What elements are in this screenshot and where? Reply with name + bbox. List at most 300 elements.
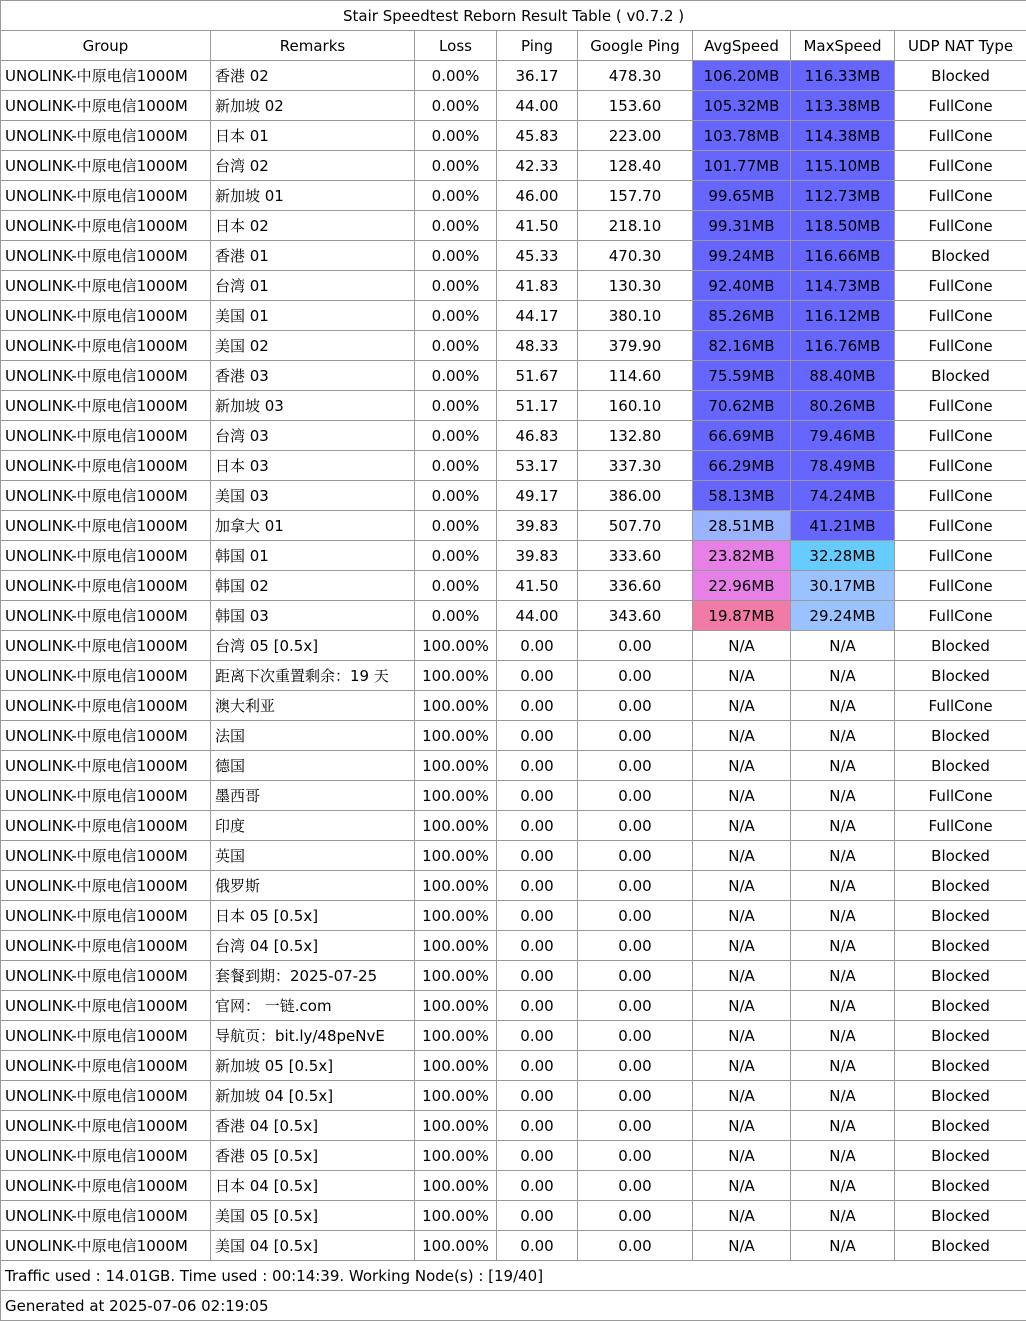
cell-google-ping: 507.70 xyxy=(578,511,693,541)
cell-avg-speed: N/A xyxy=(693,991,791,1021)
cell-google-ping: 0.00 xyxy=(578,1051,693,1081)
cell-avg-speed: 103.78MB xyxy=(693,121,791,151)
cell-max-speed: N/A xyxy=(791,871,895,901)
cell-max-speed: N/A xyxy=(791,811,895,841)
cell-max-speed: N/A xyxy=(791,661,895,691)
cell-group: UNOLINK-中原电信1000M xyxy=(1,91,211,121)
table-row xyxy=(1,421,1026,451)
cell-group: UNOLINK-中原电信1000M xyxy=(1,1051,211,1081)
cell-max-speed: 79.46MB xyxy=(791,421,895,451)
cell-group: UNOLINK-中原电信1000M xyxy=(1,721,211,751)
cell-remarks: 台湾 05 [0.5x] xyxy=(211,631,415,661)
cell-loss: 0.00% xyxy=(415,451,497,481)
cell-remarks: 套餐到期：2025-07-25 xyxy=(211,961,415,991)
cell-loss: 100.00% xyxy=(415,1231,497,1261)
cell-max-speed: 88.40MB xyxy=(791,361,895,391)
cell-udp-nat-type: Blocked xyxy=(895,631,1026,661)
cell-udp-nat-type: Blocked xyxy=(895,871,1026,901)
cell-ping: 36.17 xyxy=(497,61,578,91)
cell-google-ping: 0.00 xyxy=(578,1081,693,1111)
cell-avg-speed: N/A xyxy=(693,721,791,751)
table-row xyxy=(1,361,1026,391)
cell-ping: 0.00 xyxy=(497,631,578,661)
cell-google-ping: 333.60 xyxy=(578,541,693,571)
cell-udp-nat-type: Blocked xyxy=(895,991,1026,1021)
cell-udp-nat-type: FullCone xyxy=(895,421,1026,451)
cell-udp-nat-type: Blocked xyxy=(895,751,1026,781)
cell-loss: 0.00% xyxy=(415,391,497,421)
cell-avg-speed: N/A xyxy=(693,1111,791,1141)
cell-loss: 100.00% xyxy=(415,901,497,931)
cell-remarks: 新加坡 01 xyxy=(211,181,415,211)
cell-remarks: 日本 05 [0.5x] xyxy=(211,901,415,931)
cell-avg-speed: 99.31MB xyxy=(693,211,791,241)
cell-avg-speed: 85.26MB xyxy=(693,301,791,331)
cell-ping: 41.50 xyxy=(497,211,578,241)
cell-google-ping: 0.00 xyxy=(578,1141,693,1171)
cell-loss: 100.00% xyxy=(415,781,497,811)
cell-loss: 0.00% xyxy=(415,151,497,181)
cell-group: UNOLINK-中原电信1000M xyxy=(1,361,211,391)
table-row xyxy=(1,211,1026,241)
cell-remarks: 新加坡 02 xyxy=(211,91,415,121)
cell-avg-speed: 66.69MB xyxy=(693,421,791,451)
cell-group: UNOLINK-中原电信1000M xyxy=(1,271,211,301)
cell-google-ping: 0.00 xyxy=(578,931,693,961)
cell-avg-speed: 82.16MB xyxy=(693,331,791,361)
table-row xyxy=(1,61,1026,91)
cell-ping: 0.00 xyxy=(497,751,578,781)
cell-google-ping: 380.10 xyxy=(578,301,693,331)
cell-udp-nat-type: FullCone xyxy=(895,331,1026,361)
cell-max-speed: 116.12MB xyxy=(791,301,895,331)
cell-remarks: 新加坡 03 xyxy=(211,391,415,421)
cell-group: UNOLINK-中原电信1000M xyxy=(1,811,211,841)
cell-max-speed: 115.10MB xyxy=(791,151,895,181)
cell-google-ping: 0.00 xyxy=(578,871,693,901)
cell-avg-speed: 23.82MB xyxy=(693,541,791,571)
cell-ping: 45.83 xyxy=(497,121,578,151)
cell-max-speed: 32.28MB xyxy=(791,541,895,571)
cell-udp-nat-type: FullCone xyxy=(895,451,1026,481)
cell-udp-nat-type: Blocked xyxy=(895,1051,1026,1081)
cell-ping: 51.17 xyxy=(497,391,578,421)
footer-generated-row xyxy=(1,1291,1026,1321)
cell-udp-nat-type: Blocked xyxy=(895,241,1026,271)
cell-max-speed: N/A xyxy=(791,961,895,991)
cell-remarks: 法国 xyxy=(211,721,415,751)
cell-avg-speed: 22.96MB xyxy=(693,571,791,601)
cell-loss: 0.00% xyxy=(415,301,497,331)
cell-ping: 0.00 xyxy=(497,1081,578,1111)
cell-max-speed: N/A xyxy=(791,721,895,751)
cell-ping: 0.00 xyxy=(497,901,578,931)
cell-avg-speed: N/A xyxy=(693,1201,791,1231)
cell-remarks: 德国 xyxy=(211,751,415,781)
cell-udp-nat-type: FullCone xyxy=(895,571,1026,601)
cell-remarks: 官网： 一链.com xyxy=(211,991,415,1021)
cell-google-ping: 153.60 xyxy=(578,91,693,121)
cell-loss: 0.00% xyxy=(415,181,497,211)
cell-loss: 100.00% xyxy=(415,721,497,751)
cell-max-speed: 114.73MB xyxy=(791,271,895,301)
cell-google-ping: 337.30 xyxy=(578,451,693,481)
cell-udp-nat-type: FullCone xyxy=(895,301,1026,331)
cell-google-ping: 343.60 xyxy=(578,601,693,631)
cell-ping: 49.17 xyxy=(497,481,578,511)
cell-udp-nat-type: FullCone xyxy=(895,811,1026,841)
cell-udp-nat-type: FullCone xyxy=(895,691,1026,721)
cell-loss: 100.00% xyxy=(415,1021,497,1051)
cell-ping: 53.17 xyxy=(497,451,578,481)
cell-loss: 100.00% xyxy=(415,961,497,991)
table-row xyxy=(1,331,1026,361)
cell-udp-nat-type: Blocked xyxy=(895,901,1026,931)
cell-remarks: 印度 xyxy=(211,811,415,841)
cell-avg-speed: 92.40MB xyxy=(693,271,791,301)
cell-loss: 100.00% xyxy=(415,1201,497,1231)
table-row xyxy=(1,391,1026,421)
cell-max-speed: N/A xyxy=(791,631,895,661)
cell-group: UNOLINK-中原电信1000M xyxy=(1,631,211,661)
cell-udp-nat-type: Blocked xyxy=(895,1231,1026,1261)
table-row xyxy=(1,961,1026,991)
cell-remarks: 墨西哥 xyxy=(211,781,415,811)
cell-max-speed: 29.24MB xyxy=(791,601,895,631)
cell-group: UNOLINK-中原电信1000M xyxy=(1,541,211,571)
footer-generated: Generated at 2025-07-06 02:19:05 xyxy=(1,1291,1026,1321)
cell-group: UNOLINK-中原电信1000M xyxy=(1,1111,211,1141)
cell-remarks: 韩国 01 xyxy=(211,541,415,571)
cell-google-ping: 0.00 xyxy=(578,781,693,811)
cell-google-ping: 128.40 xyxy=(578,151,693,181)
table-row xyxy=(1,1051,1026,1081)
cell-loss: 100.00% xyxy=(415,991,497,1021)
cell-google-ping: 223.00 xyxy=(578,121,693,151)
cell-google-ping: 386.00 xyxy=(578,481,693,511)
cell-avg-speed: 99.24MB xyxy=(693,241,791,271)
cell-loss: 100.00% xyxy=(415,1171,497,1201)
cell-group: UNOLINK-中原电信1000M xyxy=(1,301,211,331)
cell-google-ping: 0.00 xyxy=(578,1021,693,1051)
cell-remarks: 香港 03 xyxy=(211,361,415,391)
table-row xyxy=(1,301,1026,331)
cell-group: UNOLINK-中原电信1000M xyxy=(1,211,211,241)
cell-google-ping: 0.00 xyxy=(578,751,693,781)
cell-max-speed: 80.26MB xyxy=(791,391,895,421)
table-row xyxy=(1,931,1026,961)
table-row xyxy=(1,781,1026,811)
cell-remarks: 香港 02 xyxy=(211,61,415,91)
cell-avg-speed: 70.62MB xyxy=(693,391,791,421)
cell-remarks: 导航页：bit.ly/48peNvE xyxy=(211,1021,415,1051)
header-remarks: Remarks xyxy=(211,31,415,61)
cell-max-speed: N/A xyxy=(791,901,895,931)
cell-google-ping: 478.30 xyxy=(578,61,693,91)
cell-loss: 100.00% xyxy=(415,691,497,721)
cell-google-ping: 0.00 xyxy=(578,991,693,1021)
cell-google-ping: 0.00 xyxy=(578,841,693,871)
cell-ping: 0.00 xyxy=(497,1021,578,1051)
cell-ping: 46.83 xyxy=(497,421,578,451)
footer-traffic: Traffic used : 14.01GB. Time used : 00:14:39. Working Node(s) : [19/40] xyxy=(1,1261,1026,1291)
cell-ping: 0.00 xyxy=(497,661,578,691)
cell-ping: 0.00 xyxy=(497,691,578,721)
footer-traffic-row xyxy=(1,1261,1026,1291)
cell-udp-nat-type: FullCone xyxy=(895,151,1026,181)
cell-avg-speed: N/A xyxy=(693,931,791,961)
cell-udp-nat-type: FullCone xyxy=(895,601,1026,631)
cell-group: UNOLINK-中原电信1000M xyxy=(1,181,211,211)
cell-group: UNOLINK-中原电信1000M xyxy=(1,421,211,451)
cell-ping: 0.00 xyxy=(497,781,578,811)
table-row xyxy=(1,151,1026,181)
cell-udp-nat-type: Blocked xyxy=(895,1141,1026,1171)
cell-group: UNOLINK-中原电信1000M xyxy=(1,751,211,781)
cell-udp-nat-type: FullCone xyxy=(895,781,1026,811)
table-row xyxy=(1,661,1026,691)
cell-avg-speed: 105.32MB xyxy=(693,91,791,121)
cell-remarks: 距离下次重置剩余：19 天 xyxy=(211,661,415,691)
cell-udp-nat-type: Blocked xyxy=(895,1171,1026,1201)
cell-google-ping: 0.00 xyxy=(578,1171,693,1201)
cell-avg-speed: N/A xyxy=(693,1081,791,1111)
cell-google-ping: 157.70 xyxy=(578,181,693,211)
cell-google-ping: 0.00 xyxy=(578,661,693,691)
cell-ping: 0.00 xyxy=(497,1111,578,1141)
cell-loss: 100.00% xyxy=(415,1051,497,1081)
cell-ping: 0.00 xyxy=(497,1171,578,1201)
cell-loss: 0.00% xyxy=(415,421,497,451)
cell-udp-nat-type: FullCone xyxy=(895,91,1026,121)
cell-loss: 100.00% xyxy=(415,661,497,691)
cell-avg-speed: N/A xyxy=(693,691,791,721)
cell-google-ping: 218.10 xyxy=(578,211,693,241)
cell-group: UNOLINK-中原电信1000M xyxy=(1,481,211,511)
cell-remarks: 美国 01 xyxy=(211,301,415,331)
cell-ping: 0.00 xyxy=(497,931,578,961)
cell-remarks: 香港 05 [0.5x] xyxy=(211,1141,415,1171)
cell-group: UNOLINK-中原电信1000M xyxy=(1,331,211,361)
cell-avg-speed: N/A xyxy=(693,1171,791,1201)
table-row xyxy=(1,541,1026,571)
cell-max-speed: N/A xyxy=(791,841,895,871)
cell-ping: 46.00 xyxy=(497,181,578,211)
cell-remarks: 台湾 01 xyxy=(211,271,415,301)
header-loss: Loss xyxy=(415,31,497,61)
cell-group: UNOLINK-中原电信1000M xyxy=(1,931,211,961)
cell-remarks: 韩国 03 xyxy=(211,601,415,631)
cell-remarks: 美国 02 xyxy=(211,331,415,361)
table-row xyxy=(1,991,1026,1021)
cell-group: UNOLINK-中原电信1000M xyxy=(1,961,211,991)
cell-ping: 42.33 xyxy=(497,151,578,181)
cell-max-speed: 113.38MB xyxy=(791,91,895,121)
cell-max-speed: 114.38MB xyxy=(791,121,895,151)
cell-avg-speed: 106.20MB xyxy=(693,61,791,91)
cell-udp-nat-type: Blocked xyxy=(895,61,1026,91)
cell-avg-speed: N/A xyxy=(693,871,791,901)
cell-remarks: 新加坡 05 [0.5x] xyxy=(211,1051,415,1081)
cell-max-speed: 116.76MB xyxy=(791,331,895,361)
cell-avg-speed: N/A xyxy=(693,901,791,931)
cell-ping: 41.50 xyxy=(497,571,578,601)
table-row xyxy=(1,1231,1026,1261)
cell-remarks: 新加坡 04 [0.5x] xyxy=(211,1081,415,1111)
cell-ping: 0.00 xyxy=(497,871,578,901)
table-row xyxy=(1,181,1026,211)
cell-ping: 0.00 xyxy=(497,1141,578,1171)
cell-avg-speed: 101.77MB xyxy=(693,151,791,181)
cell-group: UNOLINK-中原电信1000M xyxy=(1,451,211,481)
cell-google-ping: 130.30 xyxy=(578,271,693,301)
cell-remarks: 台湾 04 [0.5x] xyxy=(211,931,415,961)
cell-udp-nat-type: Blocked xyxy=(895,841,1026,871)
cell-udp-nat-type: Blocked xyxy=(895,1111,1026,1141)
cell-avg-speed: N/A xyxy=(693,661,791,691)
cell-group: UNOLINK-中原电信1000M xyxy=(1,571,211,601)
cell-group: UNOLINK-中原电信1000M xyxy=(1,151,211,181)
table-row xyxy=(1,1201,1026,1231)
cell-max-speed: 30.17MB xyxy=(791,571,895,601)
cell-ping: 41.83 xyxy=(497,271,578,301)
cell-ping: 0.00 xyxy=(497,1231,578,1261)
cell-udp-nat-type: FullCone xyxy=(895,121,1026,151)
cell-loss: 100.00% xyxy=(415,751,497,781)
cell-max-speed: N/A xyxy=(791,1111,895,1141)
cell-group: UNOLINK-中原电信1000M xyxy=(1,991,211,1021)
cell-avg-speed: 58.13MB xyxy=(693,481,791,511)
cell-remarks: 日本 02 xyxy=(211,211,415,241)
cell-ping: 0.00 xyxy=(497,1201,578,1231)
cell-group: UNOLINK-中原电信1000M xyxy=(1,1231,211,1261)
cell-loss: 100.00% xyxy=(415,1141,497,1171)
cell-max-speed: N/A xyxy=(791,1141,895,1171)
cell-remarks: 香港 04 [0.5x] xyxy=(211,1111,415,1141)
cell-loss: 100.00% xyxy=(415,811,497,841)
cell-avg-speed: 66.29MB xyxy=(693,451,791,481)
cell-ping: 0.00 xyxy=(497,841,578,871)
cell-google-ping: 379.90 xyxy=(578,331,693,361)
table-row xyxy=(1,841,1026,871)
table-body xyxy=(1,61,1026,1261)
cell-avg-speed: 19.87MB xyxy=(693,601,791,631)
cell-loss: 100.00% xyxy=(415,1111,497,1141)
cell-remarks: 香港 01 xyxy=(211,241,415,271)
cell-loss: 100.00% xyxy=(415,841,497,871)
cell-loss: 100.00% xyxy=(415,931,497,961)
cell-group: UNOLINK-中原电信1000M xyxy=(1,121,211,151)
cell-max-speed: 74.24MB xyxy=(791,481,895,511)
cell-loss: 0.00% xyxy=(415,121,497,151)
cell-google-ping: 0.00 xyxy=(578,811,693,841)
cell-loss: 0.00% xyxy=(415,601,497,631)
title-row xyxy=(1,1,1026,31)
cell-ping: 0.00 xyxy=(497,811,578,841)
cell-ping: 0.00 xyxy=(497,961,578,991)
cell-loss: 0.00% xyxy=(415,271,497,301)
cell-udp-nat-type: Blocked xyxy=(895,1081,1026,1111)
cell-loss: 0.00% xyxy=(415,481,497,511)
cell-google-ping: 114.60 xyxy=(578,361,693,391)
cell-udp-nat-type: FullCone xyxy=(895,481,1026,511)
cell-group: UNOLINK-中原电信1000M xyxy=(1,691,211,721)
cell-loss: 0.00% xyxy=(415,241,497,271)
cell-group: UNOLINK-中原电信1000M xyxy=(1,391,211,421)
cell-google-ping: 0.00 xyxy=(578,691,693,721)
cell-group: UNOLINK-中原电信1000M xyxy=(1,601,211,631)
cell-loss: 100.00% xyxy=(415,631,497,661)
cell-loss: 0.00% xyxy=(415,91,497,121)
cell-max-speed: N/A xyxy=(791,751,895,781)
cell-group: UNOLINK-中原电信1000M xyxy=(1,661,211,691)
cell-remarks: 澳大利亚 xyxy=(211,691,415,721)
cell-loss: 0.00% xyxy=(415,211,497,241)
cell-udp-nat-type: FullCone xyxy=(895,511,1026,541)
table-row xyxy=(1,1111,1026,1141)
cell-group: UNOLINK-中原电信1000M xyxy=(1,781,211,811)
cell-avg-speed: 28.51MB xyxy=(693,511,791,541)
cell-avg-speed: N/A xyxy=(693,781,791,811)
cell-google-ping: 0.00 xyxy=(578,901,693,931)
cell-avg-speed: N/A xyxy=(693,841,791,871)
cell-udp-nat-type: Blocked xyxy=(895,661,1026,691)
header-group: Group xyxy=(1,31,211,61)
cell-google-ping: 0.00 xyxy=(578,721,693,751)
cell-ping: 39.83 xyxy=(497,511,578,541)
table-row xyxy=(1,601,1026,631)
cell-google-ping: 132.80 xyxy=(578,421,693,451)
cell-avg-speed: N/A xyxy=(693,811,791,841)
table-row xyxy=(1,751,1026,781)
header-max-speed: MaxSpeed xyxy=(791,31,895,61)
cell-remarks: 英国 xyxy=(211,841,415,871)
cell-group: UNOLINK-中原电信1000M xyxy=(1,841,211,871)
cell-google-ping: 0.00 xyxy=(578,1231,693,1261)
table-row xyxy=(1,631,1026,661)
cell-google-ping: 160.10 xyxy=(578,391,693,421)
cell-group: UNOLINK-中原电信1000M xyxy=(1,901,211,931)
table-row xyxy=(1,91,1026,121)
cell-remarks: 加拿大 01 xyxy=(211,511,415,541)
cell-avg-speed: 75.59MB xyxy=(693,361,791,391)
cell-udp-nat-type: FullCone xyxy=(895,181,1026,211)
cell-udp-nat-type: FullCone xyxy=(895,541,1026,571)
cell-udp-nat-type: Blocked xyxy=(895,1201,1026,1231)
cell-ping: 39.83 xyxy=(497,541,578,571)
table-row xyxy=(1,871,1026,901)
cell-group: UNOLINK-中原电信1000M xyxy=(1,1201,211,1231)
cell-max-speed: 112.73MB xyxy=(791,181,895,211)
cell-google-ping: 0.00 xyxy=(578,631,693,661)
cell-max-speed: N/A xyxy=(791,1231,895,1261)
cell-remarks: 美国 04 [0.5x] xyxy=(211,1231,415,1261)
table-row xyxy=(1,1171,1026,1201)
table-row xyxy=(1,121,1026,151)
cell-max-speed: 41.21MB xyxy=(791,511,895,541)
cell-max-speed: N/A xyxy=(791,931,895,961)
cell-remarks: 日本 04 [0.5x] xyxy=(211,1171,415,1201)
table-row xyxy=(1,1141,1026,1171)
cell-loss: 0.00% xyxy=(415,541,497,571)
cell-group: UNOLINK-中原电信1000M xyxy=(1,1141,211,1171)
table-title: Stair Speedtest Reborn Result Table ( v0.7.2 ) xyxy=(1,1,1026,31)
cell-google-ping: 0.00 xyxy=(578,1111,693,1141)
cell-loss: 0.00% xyxy=(415,331,497,361)
cell-remarks: 韩国 02 xyxy=(211,571,415,601)
cell-google-ping: 0.00 xyxy=(578,1201,693,1231)
cell-group: UNOLINK-中原电信1000M xyxy=(1,61,211,91)
